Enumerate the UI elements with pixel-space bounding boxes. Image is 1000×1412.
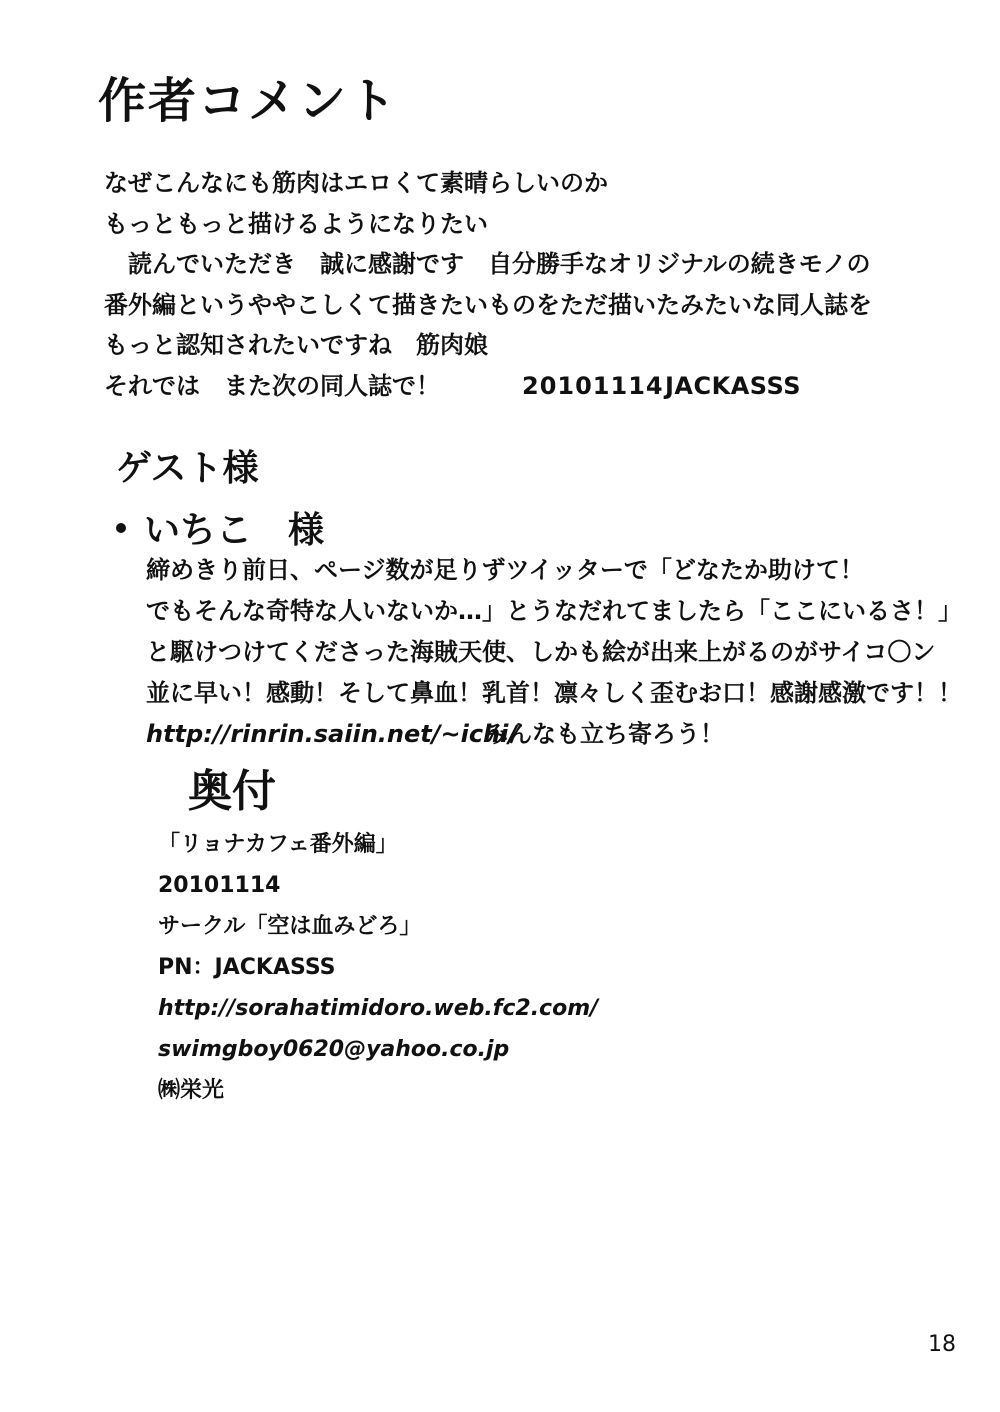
comment-line: 読んでいただき 誠に感謝です 自分勝手なオリジナルの続きモノの [128,250,871,278]
comment-line: もっと認知されたいですね 筋肉娘 [104,331,488,359]
colophon-printer: ㈱栄光 [158,1078,225,1103]
author-comment-title: 作者コメント [98,73,399,129]
colophon-title: 「リョナカフェ番外編」 [158,832,398,857]
guest-name: いちこ [144,510,253,551]
page-number: 18 [928,1332,956,1357]
colophon-date: 20101114 [158,873,281,898]
guest-heading: ゲスト様 [116,448,259,489]
guest-name-row [116,502,324,553]
colophon-website-link[interactable]: http://sorahatimidoro.web.fc2.com/ [158,996,599,1021]
guest-honorific: 様 [288,510,325,551]
colophon-pen-name: PN：JACKASSS [158,955,336,980]
comment-line: 番外編というややこしくて描きたいものをただ描いたみたいな同人誌を [104,290,872,319]
author-comment-body [104,163,884,406]
comment-date: 20101114 [522,371,664,400]
guest-url-note: みんなも立ち寄ろう！ [484,720,724,748]
guest-message [146,550,962,755]
guest-line: と駆けつけてくださった海賊天使、しかも絵が出来上がるのがサイコ〇ン [146,638,936,666]
guest-line: 締めきり前日、ページ数が足りずツイッターで「どなたか助けて！ [146,556,864,584]
comment-signature-row [104,366,884,407]
guest-url-link[interactable]: http://rinrin.saiin.net/~ichi/ [146,720,518,748]
colophon-heading: 奥付 [188,766,276,817]
colophon-email-link[interactable]: swimgboy0620@yahoo.co.jp [158,1037,510,1062]
comment-line: なぜこんなにも筋肉はエロくて素晴らしいのか [104,169,608,197]
comment-closing: それでは また次の同人誌で！ [104,371,440,400]
colophon-circle: サークル「空は血みどろ」 [158,914,422,939]
colophon-body [158,824,718,1111]
guest-line: でもそんな奇特な人いないか…」とうなだれてましたら「ここにいるさ！」 [146,597,962,625]
comment-line: もっともっと描けるようになりたい [104,209,488,238]
guest-line: 並に早い！感動！そして鼻血！乳首！凛々しく歪むお口！感謝感激です！！ [146,679,962,707]
bullet-icon [116,523,126,533]
comment-author: JACKASSS [665,371,801,400]
guest-url-row [146,714,946,755]
